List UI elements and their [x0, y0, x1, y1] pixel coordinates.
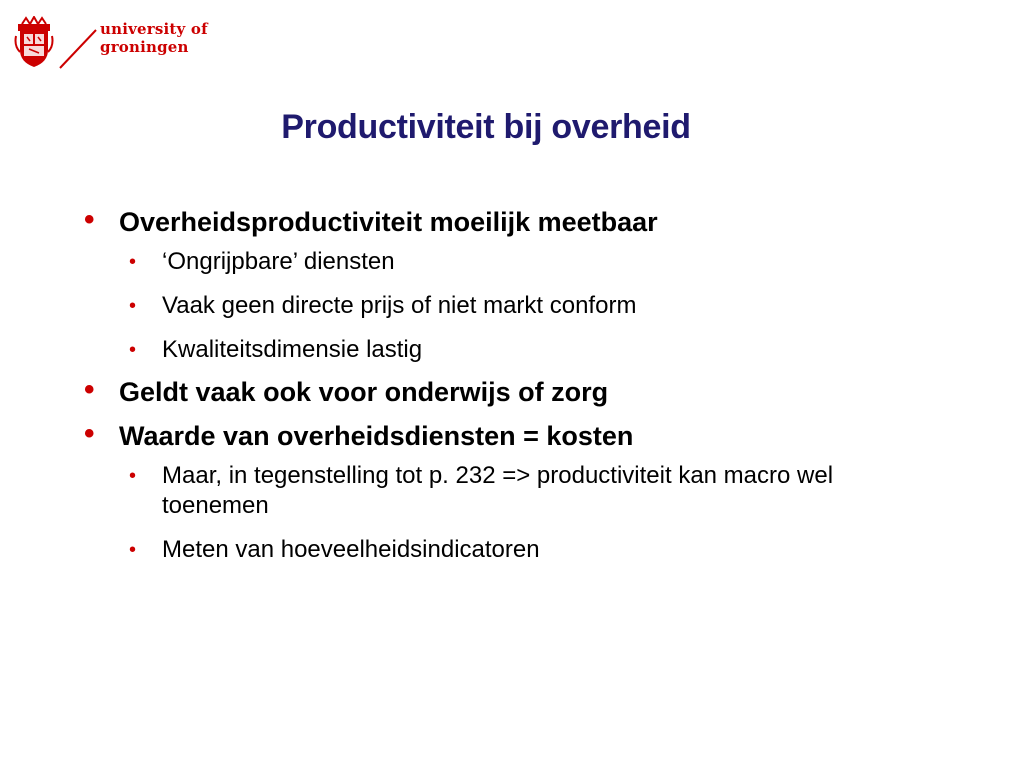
sub-bullet-dot-icon: • — [129, 295, 137, 317]
sub-bullet-text: ‘Ongrijpbare’ diensten — [162, 248, 395, 275]
university-logo — [14, 16, 214, 74]
bullet-item — [84, 375, 944, 409]
bullet-dot-icon: • — [84, 203, 95, 236]
logo-line-1: university of — [100, 20, 208, 38]
bullet-item — [84, 419, 944, 453]
sub-bullet-dot-icon: • — [129, 539, 137, 561]
sub-bullet-text: Vaak geen directe prijs of niet markt conform — [162, 292, 637, 319]
sub-bullet-text: Kwaliteitsdimensie lastig — [162, 336, 423, 363]
sub-bullet-item — [84, 247, 922, 277]
sub-bullet-item — [84, 291, 922, 321]
sub-bullet-dot-icon: • — [129, 251, 137, 273]
logo-wordmark — [100, 20, 208, 56]
sub-bullet-item — [84, 461, 922, 521]
bullet-dot-icon: • — [84, 417, 95, 450]
sub-bullet-dot-icon: • — [129, 339, 137, 361]
slide-title: Productiviteit bij overheid — [281, 108, 691, 146]
sub-bullet-item — [84, 535, 922, 565]
sub-bullet-dot-icon: • — [129, 465, 137, 487]
sub-bullet-item — [84, 335, 922, 365]
bullet-text: Geldt vaak ook voor onderwijs of zorg — [119, 377, 609, 407]
bullet-text: Overheidsproductiviteit moeilijk meetbaar — [119, 207, 658, 237]
university-crest-icon — [14, 16, 54, 68]
bullet-dot-icon: • — [84, 373, 95, 406]
sub-bullet-text: Maar, in tegenstelling tot p. 232 => productiviteit kan macro wel toenemen — [162, 462, 834, 519]
bullet-list — [84, 205, 944, 565]
sub-bullet-text: Meten van hoeveelheidsindicatoren — [162, 536, 540, 563]
logo-slash-icon — [56, 26, 102, 72]
logo-line-2: groningen — [100, 38, 189, 56]
bullet-item — [84, 205, 944, 239]
bullet-text: Waarde van overheidsdiensten = kosten — [119, 421, 634, 451]
